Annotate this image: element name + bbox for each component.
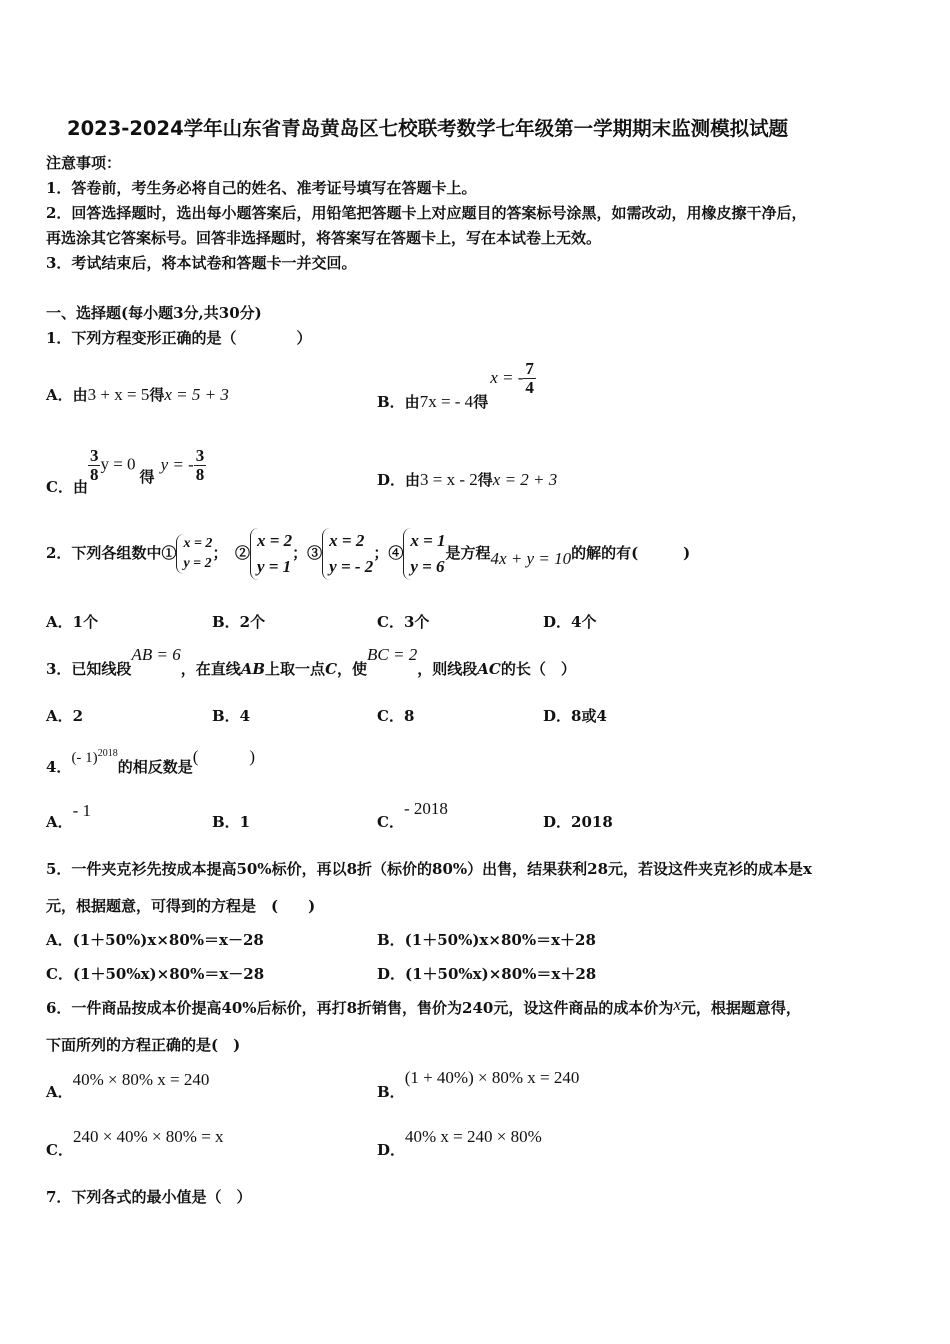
q1-option-b [377,359,536,411]
math-expression: 4x + y = 10 [490,549,572,568]
q6-text: 元，根据题意得， [680,999,801,1017]
q3-text: 的长（ ） [500,660,576,678]
q5-option-b: B．(1＋50%)x×80%＝x＋28 [377,931,596,949]
equation: x = 1 [410,531,446,550]
math-variable: AC [477,660,501,678]
math-variable: AB [240,660,266,678]
equation: x = 2 [183,536,213,551]
equation-system [322,528,373,580]
q5-stem-line2: 元，根据题意，可得到的方程是 ( ) [46,897,316,915]
math-expression: 40% x = 240 × 80% [405,1127,542,1146]
equation: y = 6 [410,557,445,576]
math-expression: 240 × 40% × 80% = x [72,1127,224,1146]
page-title: 2023-2024学年山东省青岛黄岛区七校联考数学七年级第一学期期末监测模拟试题 [67,117,789,140]
numerator: 3 [195,446,205,465]
separator: ；③ [292,544,323,562]
denominator: 8 [195,465,205,484]
q4-stem [46,747,256,777]
q3-stem [46,645,576,679]
q1-option-c [46,446,206,496]
q2-prefix: 2．下列各组数中① [46,544,177,562]
q3-text: 3．已知线段 [46,660,132,678]
equation: y = 2 [183,556,212,571]
math-expression: - 1 [72,801,92,820]
q2-text: 是方程 [445,544,491,562]
separator: ； ② [212,544,250,562]
math-exponent: 2018 [97,748,118,759]
q3-text: ，则线段 [417,660,478,678]
q4-option-c [377,799,448,832]
q2-option-a: A．1个 [46,613,99,631]
q7-stem: 7．下列各式的最小值是（ ） [46,1188,252,1206]
q6-option-c [46,1127,224,1160]
option-label: B． [377,1083,405,1101]
q3-option-d: D．8或4 [543,707,607,725]
math-expression: y = 0 [100,454,136,474]
q6-option-d [377,1127,542,1160]
option-label: A． [46,813,73,831]
q3-text: ，在直线 [180,660,241,678]
denominator: 8 [89,465,99,484]
notice-heading: 注意事项： [46,154,122,172]
q1-stem: 1．下列方程变形正确的是（ ） [46,329,312,347]
math-variable: C [325,660,338,678]
notice-item: 再选涂其它答案标号。回答非选择题时，将答案写在答题卡上，写在本试卷上无效。 [46,229,602,247]
separator: ；④ [373,544,404,562]
math-expression: BC = 2 [367,645,418,664]
math-expression: - 2018 [403,799,448,818]
q3-option-a: A．2 [46,707,84,725]
notice-item: 1．答卷前，考生务必将自己的姓名、准考证号填写在答题卡上。 [46,179,477,197]
equation-system [176,534,212,574]
option-label: C．由 [46,477,88,496]
numerator: 7 [525,359,534,378]
math-variable: x [673,995,681,1014]
q1-option-a [46,384,229,405]
math-expression: (1 + 40%) × 80% x = 240 [404,1068,580,1087]
q6-stem-line2: 下面所列的方程正确的是( ) [46,1036,241,1054]
equation-system [403,528,445,580]
notice-item: 3．考试结束后，将本试卷和答题卡一并交回。 [46,254,357,272]
q3-option-b: B．4 [212,707,251,725]
math-expression: 7x = - 4 [419,391,474,411]
q2-option-b: B．2个 [212,613,266,631]
q2-text: 的解的有( ) [571,544,691,562]
q1-option-d [377,469,557,490]
q6-option-b [377,1068,580,1102]
math-expression: x = - [490,367,524,387]
math-expression: (- 1) [71,750,98,766]
option-connector: 得 [477,471,493,489]
q3-text: ，使 [337,660,368,678]
q2-option-d: D．4个 [543,613,597,631]
q3-text: 上取一点 [265,660,326,678]
fraction [88,447,101,484]
option-label: B．由 [377,392,420,411]
q3-option-c: C．8 [377,707,415,725]
q4-option-b: B．1 [212,813,251,831]
option-label: A．由 [46,386,88,404]
q6-stem-line1 [46,997,801,1018]
math-expression: AB = 6 [131,645,181,664]
math-expression: 40% × 80% x = 240 [72,1070,210,1089]
q4-number: 4． [46,758,72,776]
numerator: 3 [89,446,99,465]
notice-item: 2．回答选择题时，选出每小题答案后，用铅笔把答题卡上对应题目的答案标号涂黑，如需改动，用橡皮擦干净后， [46,204,807,222]
math-expression: x = 5 + 3 [164,385,229,404]
option-connector: 得 [149,386,165,404]
q5-stem-line1: 5．一件夹克衫先按成本提高50%标价，再以8折（标价的80%）出售，结果获利28元，若设这件夹克衫的成本是x [46,860,812,878]
q6-option-a [46,1070,210,1102]
fraction [194,447,207,484]
option-label: A． [46,1083,73,1101]
math-expression: 3 + x = 5 [87,385,150,404]
math-expression: y = - [160,454,194,474]
option-label: D． [377,1141,406,1159]
equation: x = 2 [256,531,293,550]
equation: x = 2 [329,531,365,550]
q2-stem [46,528,690,580]
q5-option-c: C．(1＋50%x)×80%＝x－28 [46,965,265,983]
q5-option-a: A．(1＋50%)x×80%＝x－28 [46,931,264,949]
option-label: D．由 [377,471,421,489]
fraction [523,360,536,397]
section-heading: 一、选择题(每小题3分,共30分) [46,304,262,322]
math-expression: 3 = x - 2 [420,470,478,489]
q4-paren: ( ) [192,747,256,766]
q4-option-d: D．2018 [543,813,613,831]
q4-text: 的相反数是 [117,758,193,776]
math-expression: x = 2 + 3 [492,470,558,489]
option-label: C． [46,1141,73,1159]
q4-option-a [46,801,92,832]
equation-system [250,528,292,580]
option-connector: 得 [139,467,155,486]
equation: y = - 2 [329,557,374,576]
option-label: C． [377,813,404,831]
q6-text: 6．一件商品按成本价提高40%后标价，再打8折销售，售价为240元，设这件商品的成本价为 [46,999,674,1017]
equation: y = 1 [256,557,292,576]
denominator: 4 [525,378,534,397]
q2-option-c: C．3个 [377,613,430,631]
q5-option-d: D．(1＋50%x)×80%＝x＋28 [377,965,597,983]
option-connector: 得 [473,392,489,411]
